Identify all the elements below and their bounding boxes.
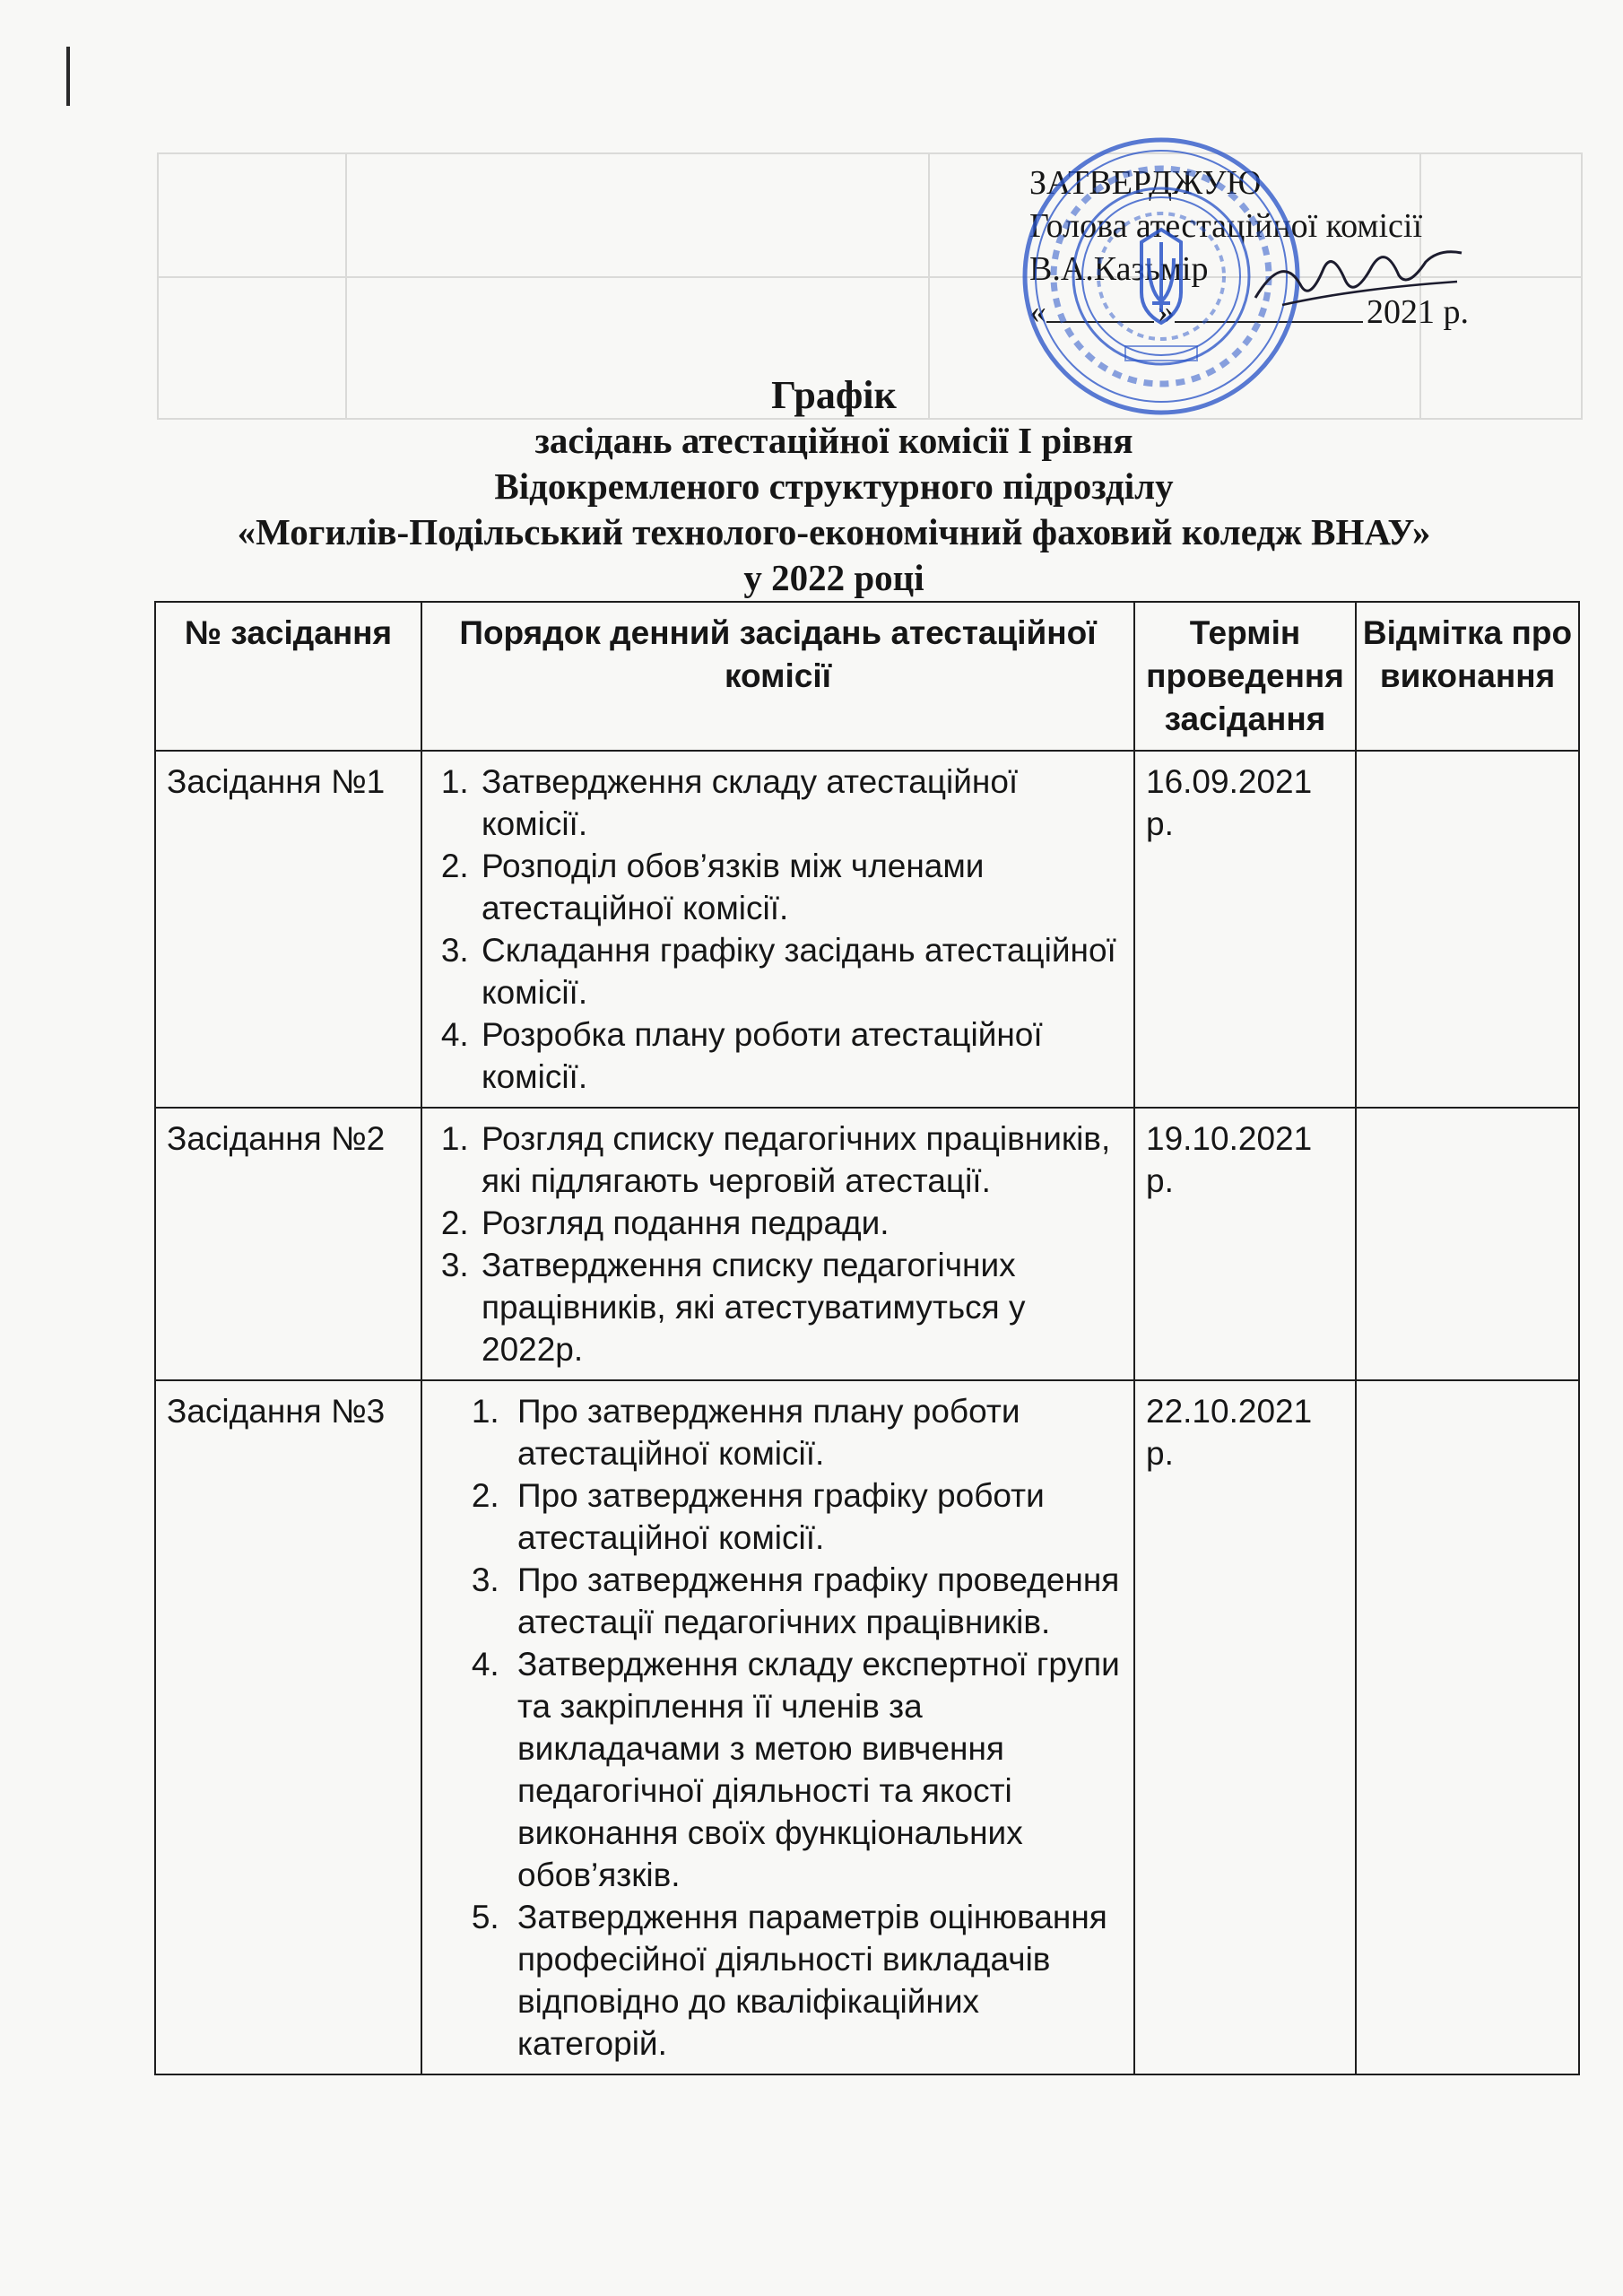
title-line-4: «Могилів-Подільський технолого-економічний фаховий коледж ВНАУ»	[237, 511, 1431, 552]
header-agenda: Порядок денний засідань атестаційної комісії	[421, 602, 1134, 751]
agenda-item: 1. Розгляд списку педагогічних працівників, які підлягають черговій атестації.	[478, 1118, 1124, 1202]
quote-open: «	[1029, 293, 1046, 331]
approver-name: В.А.Казьмір	[1029, 250, 1209, 288]
meeting-number: Засідання №3	[155, 1380, 421, 2074]
agenda-item: 3. Про затвердження графіку проведення атестації педагогічних працівників.	[508, 1559, 1124, 1643]
completion-mark-cell	[1356, 751, 1579, 1108]
agenda-item: 2. Про затвердження графіку роботи атестаційної комісії.	[508, 1474, 1124, 1559]
title-line-5: у 2022 році	[743, 557, 924, 598]
header-number: № засідання	[155, 602, 421, 751]
meeting-date: 22.10.2021 р.	[1134, 1380, 1356, 2074]
agenda-list	[431, 1390, 1124, 2065]
meeting-number: Засідання №1	[155, 751, 421, 1108]
quote-close: »	[1158, 293, 1175, 331]
approved-label: ЗАТВЕРДЖУЮ	[1029, 164, 1262, 202]
table-row	[155, 1380, 1579, 2074]
signature	[1246, 235, 1471, 316]
scan-mark	[66, 47, 70, 106]
table-row	[155, 751, 1579, 1108]
agenda-item: 3. Затвердження списку педагогічних працівників, які атестуватимуться у 2022р.	[478, 1244, 1124, 1370]
completion-mark-cell	[1356, 1108, 1579, 1380]
agenda-cell	[421, 1380, 1134, 2074]
agenda-item: 1. Про затвердження плану роботи атестаційної комісії.	[508, 1390, 1124, 1474]
title-line-2: засідань атестаційної комісії І рівня	[534, 420, 1133, 461]
agenda-item: 4. Затвердження складу експертної групи та закріплення її членів за викладачами з метою вивчення педагогічної діяльності та якості виконання своїх функціональних обов’язків.	[508, 1643, 1124, 1896]
agenda-item: 3. Складання графіку засідань атестаційної комісії.	[478, 929, 1124, 1013]
agenda-cell	[421, 1108, 1134, 1380]
schedule-table	[154, 601, 1580, 2075]
agenda-list	[431, 761, 1124, 1098]
agenda-item: 1. Затвердження складу атестаційної комісії.	[478, 761, 1124, 845]
meeting-date: 16.09.2021 р.	[1134, 751, 1356, 1108]
approval-year: 2021 р.	[1367, 293, 1469, 331]
table-header-row	[155, 602, 1579, 751]
table-row	[155, 1108, 1579, 1380]
agenda-cell	[421, 751, 1134, 1108]
document-title	[152, 372, 1515, 601]
title-line-3: Відокремленого структурного підрозділу	[494, 465, 1174, 507]
agenda-item: 5. Затвердження параметрів оцінювання професійної діяльності викладачів відповідно до кваліфікаційних категорій.	[508, 1896, 1124, 2065]
completion-mark-cell	[1356, 1380, 1579, 2074]
agenda-item: 2. Розподіл обов’язків між членами атестаційної комісії.	[478, 845, 1124, 929]
meeting-date: 19.10.2021 р.	[1134, 1108, 1356, 1380]
agenda-list	[431, 1118, 1124, 1370]
agenda-item: 2. Розгляд подання педради.	[478, 1202, 1124, 1244]
meeting-number: Засідання №2	[155, 1108, 421, 1380]
header-term: Термін проведення засідання	[1134, 602, 1356, 751]
approver-position: Голова атестаційної комісії	[1029, 207, 1423, 245]
title-line-1: Графік	[771, 373, 897, 417]
header-mark: Відмітка про виконання	[1356, 602, 1579, 751]
agenda-item: 4. Розробка плану роботи атестаційної комісії.	[478, 1013, 1124, 1098]
